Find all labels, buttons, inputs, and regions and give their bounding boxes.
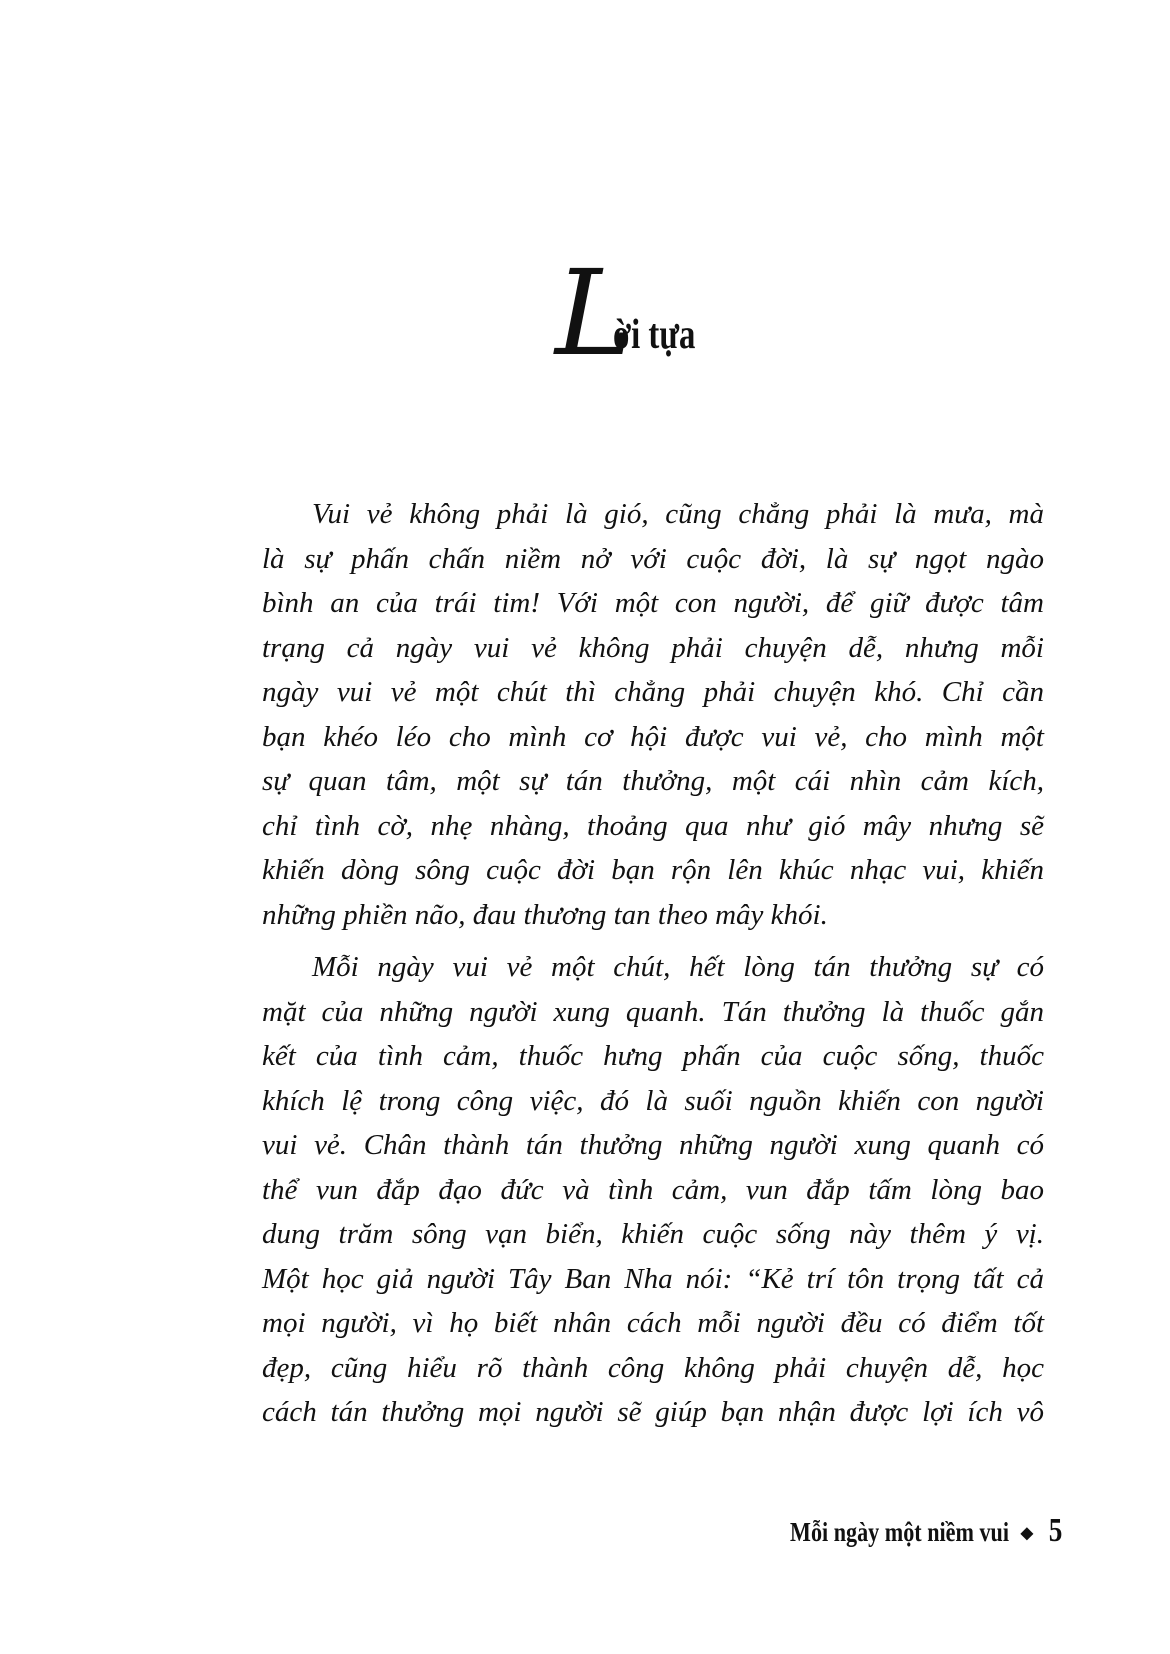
chapter-body [262,492,1044,1435]
text-line: bạn khéo léo cho mình cơ hội được vui vẻ, cho mình một [262,720,1044,753]
page-footer [742,1512,1064,1550]
text-line: cách tán thưởng mọi người sẽ giúp bạn nhận được lợi ích vô [262,1396,1044,1428]
text-line: trạng cả ngày vui vẻ không phải chuyện dễ, nhưng mỗi [262,631,1044,664]
text-line: Vui vẻ không phải là gió, cũng chẳng phải là mưa, mà [312,498,1044,530]
text-line: ngày vui vẻ một chút thì chẳng phải chuyện khó. Chỉ cần [262,676,1044,708]
chapter-title-text: ời tựa [613,312,696,358]
text-line: bình an của trái tim! Với một con người, để giữ được tâm [262,587,1044,619]
paragraph-2 [262,945,1044,1435]
text-line: dung trăm sông vạn biển, khiến cuộc sống này thêm ý vị. [262,1218,1044,1250]
text-line: chỉ tình cờ, nhẹ nhàng, thoảng qua như gió mây nhưng sẽ [262,809,1044,842]
text-line: thể vun đắp đạo đức và tình cảm, vun đắp tấm lòng bao [262,1173,1044,1206]
text-line: Một học giả người Tây Ban Nha nói: “Kẻ trí tôn trọng tất cả [262,1262,1044,1295]
page-number: 5 [1048,1512,1063,1549]
text-line: những phiền não, đau thương tan theo mây khói. [262,898,828,931]
text-line: mặt của những người xung quanh. Tán thưởng là thuốc gắn [262,995,1044,1028]
running-title: Mỗi ngày một niềm vui [789,1517,1009,1547]
text-line: mọi người, vì họ biết nhân cách mỗi người đều có điểm tốt [262,1307,1044,1339]
chapter-title-drop-letter: L [555,244,634,382]
text-line: khích lệ trong công việc, đó là suối nguồn khiến con người [262,1084,1044,1117]
text-line: là sự phấn chấn niềm nở với cuộc đời, là sự ngọt ngào [262,542,1044,575]
text-line: vui vẻ. Chân thành tán thưởng những người xung quanh có [262,1129,1044,1161]
text-line: đẹp, cũng hiểu rõ thành công không phải chuyện dễ, học [262,1351,1044,1384]
text-line: sự quan tâm, một sự tán thưởng, một cái nhìn cảm kích, [262,765,1044,797]
text-line: Mỗi ngày vui vẻ một chút, hết lòng tán thưởng sự có [312,951,1044,983]
paragraph-1 [262,492,1044,937]
diamond-icon: ◆ [1020,1525,1033,1542]
text-line: kết của tình cảm, thuốc hưng phấn của cuộc sống, thuốc [262,1040,1044,1072]
text-line: khiến dòng sông cuộc đời bạn rộn lên khúc nhạc vui, khiến [262,854,1044,886]
